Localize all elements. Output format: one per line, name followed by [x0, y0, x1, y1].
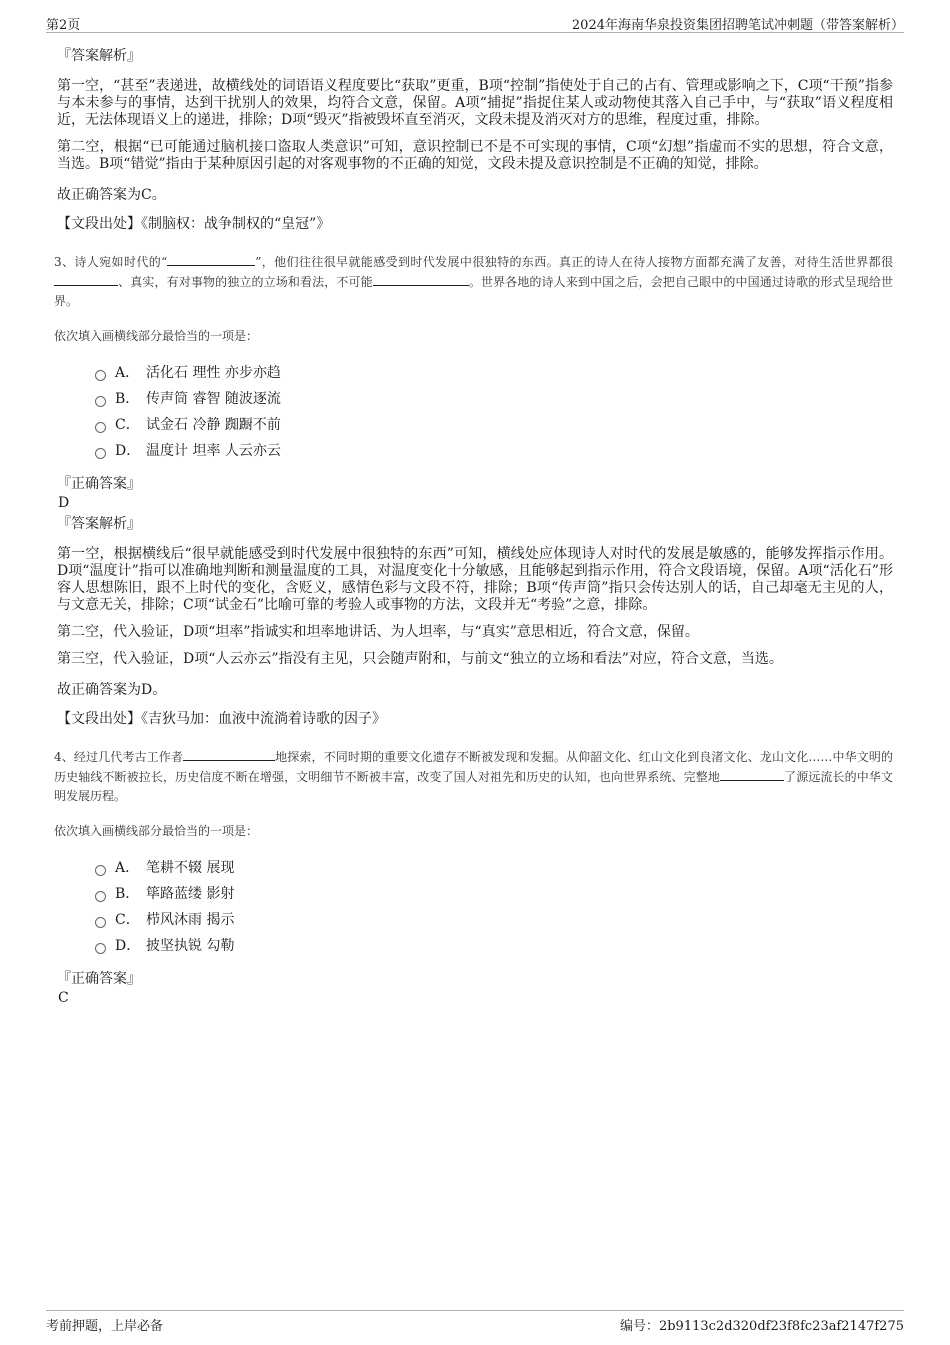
q4-blank-2: [720, 767, 784, 781]
q2-analysis-paragraph-2: 第二空，根据“已可能通过脑机接口盗取人类意识”可知，意识控制已不是不可实现的事情，C项“幻想”指虚而不实的思想，符合文意，当选。B项“错觉”指由于某种原因引起的对客观事物的不正确的知觉，文段未提及意识控制是不正确的知觉，排除。: [57, 139, 893, 172]
page-header: [46, 12, 904, 33]
q3-blank-3: [373, 272, 469, 286]
document-title: 2024年海南华泉投资集团招聘笔试冲刺题（带答案解析）: [571, 18, 904, 33]
radio-icon[interactable]: [95, 891, 106, 902]
q2-analysis-paragraph-1: 第一空，“甚至”表递进，故横线处的词语语义程度要比“获取”更重，B项“控制”指使处于自己的占有、管理或影响之下，C项“干预”指参与本未参与的事情，达到干扰别人的效果，均符合文意，保留。A项“捕捉”指捉住某人或动物使其落入自己手中，与“获取”语义程度相近，无法体现语义上的递进，排除；D项“毁灭”指被毁坏直至消灭，文段未提及消灭对方的思维，程度过重，排除。: [57, 78, 893, 128]
radio-icon[interactable]: [95, 448, 106, 459]
q3-source: [57, 709, 893, 729]
q2-conclusion: 故正确答案为C。: [57, 187, 166, 203]
radio-icon[interactable]: [95, 370, 106, 381]
q3-stem-part-4: 。世界各地的诗人来到中国之后，会把自己眼中的中国通过诗歌的形式呈现给世界。: [54, 275, 893, 308]
q3-stem: [54, 252, 893, 311]
q3-option-d[interactable]: D． 温度计 坦率 人云亦云: [95, 438, 893, 464]
q3-source-label: 【文段出处】: [57, 711, 141, 727]
q3-analysis-paragraph-3: 第三空，代入验证，D项“人云亦云”指没有主见，只会随声附和，与前文“独立的立场和看法”对应，符合文意，当选。: [57, 651, 783, 667]
q2-analysis-label: 『答案解析』: [57, 48, 141, 64]
q3-correct-label: 『正确答案』: [57, 476, 141, 492]
q3-number: 3、: [54, 255, 75, 269]
radio-icon[interactable]: [95, 396, 106, 407]
q3-source-title: 《吉狄马加：血液中流淌着诗歌的因子》: [141, 711, 386, 727]
q4-option-c[interactable]: C． 栉风沐雨 揭示: [95, 907, 893, 933]
q3-stem-part-2: ”，他们往往很早就能感受到时代发展中很独特的东西。真正的诗人在待人接物方面都充满了友善，对待生活世界都很: [255, 255, 893, 269]
radio-icon[interactable]: [95, 865, 106, 876]
page-number: 第2页: [46, 18, 81, 33]
q3-option-a[interactable]: A． 活化石 理性 亦步亦趋: [95, 360, 893, 386]
q4-number: 4、: [54, 750, 74, 764]
q2-source-label: 【文段出处】: [57, 216, 141, 232]
q4-correct-label: 『正确答案』: [57, 971, 141, 987]
q4-blank-1: [183, 747, 275, 761]
q3-blank-2: [54, 272, 118, 286]
q3-analysis-paragraph-1: 第一空，根据横线后“很早就能感受到时代发展中很独特的东西”可知，横线处应体现诗人对时代的发展是敏感的，能够发挥指示作用。D项“温度计”指可以准确地判断和测量温度的工具，对温度变化十分敏感，且能够起到指示作用，符合文段语境，保留。A项“活化石”形容人思想陈旧，跟不上时代的变化，含贬义，感情色彩与文段不符，排除；B项“传声筒”指只会传达别人的话，自己却毫无主见的人，与文意无关，排除；C项“试金石”比喻可靠的考验人或事物的方法，文段并无“考验”之意，排除。: [57, 546, 893, 613]
q4-stem-part-2: 地探索，不同时期的重要文化遗存不断被发现和发掘。从仰韶文化、红山文化到良渚文化、龙山文化……中华文明的历史轴线不断被拉长，历史信度不断在增强，文明细节不断被丰富，改变了国人对祖先和历史的认知，也向世界系统、完整地: [54, 750, 893, 784]
q3-stem-part-1: 诗人宛如时代的“: [74, 255, 168, 269]
radio-icon[interactable]: [95, 917, 106, 928]
q3-blank-1: [167, 252, 255, 266]
q3-option-c[interactable]: C． 试金石 冷静 踟蹰不前: [95, 412, 893, 438]
q4-stem: [54, 747, 893, 806]
radio-icon[interactable]: [95, 422, 106, 433]
page-content: [54, 46, 893, 1009]
q4-option-a[interactable]: A． 笔耕不辍 展现: [95, 855, 893, 881]
q3-answer: D: [58, 495, 70, 511]
q2-source-title: 《制脑权：战争制权的“皇冠”》: [141, 216, 331, 232]
document-serial: 编号：2b9113c2d320df23f8fc23af2147f275: [619, 1319, 904, 1334]
q4-option-d[interactable]: D． 披坚执锐 勾勒: [95, 933, 893, 959]
q3-analysis-label: 『答案解析』: [57, 516, 141, 532]
footer-slogan: 考前押题，上岸必备: [46, 1319, 164, 1334]
q4-stem-part-3: 了源远流长的中华文明发展历程。: [54, 770, 893, 803]
q3-instruction: 依次填入画横线部分最恰当的一项是：: [54, 329, 259, 343]
q4-instruction: 依次填入画横线部分最恰当的一项是：: [54, 824, 259, 838]
q4-options: [95, 855, 893, 959]
radio-icon[interactable]: [95, 943, 106, 954]
q3-conclusion: 故正确答案为D。: [57, 682, 167, 698]
q4-option-b[interactable]: B． 筚路蓝缕 影射: [95, 881, 893, 907]
q3-analysis-paragraph-2: 第二空，代入验证，D项“坦率”指诚实和坦率地讲话、为人坦率，与“真实”意思相近，符合文意，保留。: [57, 624, 699, 640]
page-footer: [46, 1310, 904, 1335]
q3-options: [95, 360, 893, 464]
q4-stem-part-1: 经过几代考古工作者: [73, 750, 183, 764]
q2-source: [57, 214, 893, 234]
q3-stem-part-3: 、真实，有对事物的独立的立场和看法，不可能: [118, 275, 373, 289]
q4-answer: C: [58, 990, 69, 1006]
q3-option-b[interactable]: B． 传声筒 睿智 随波逐流: [95, 386, 893, 412]
